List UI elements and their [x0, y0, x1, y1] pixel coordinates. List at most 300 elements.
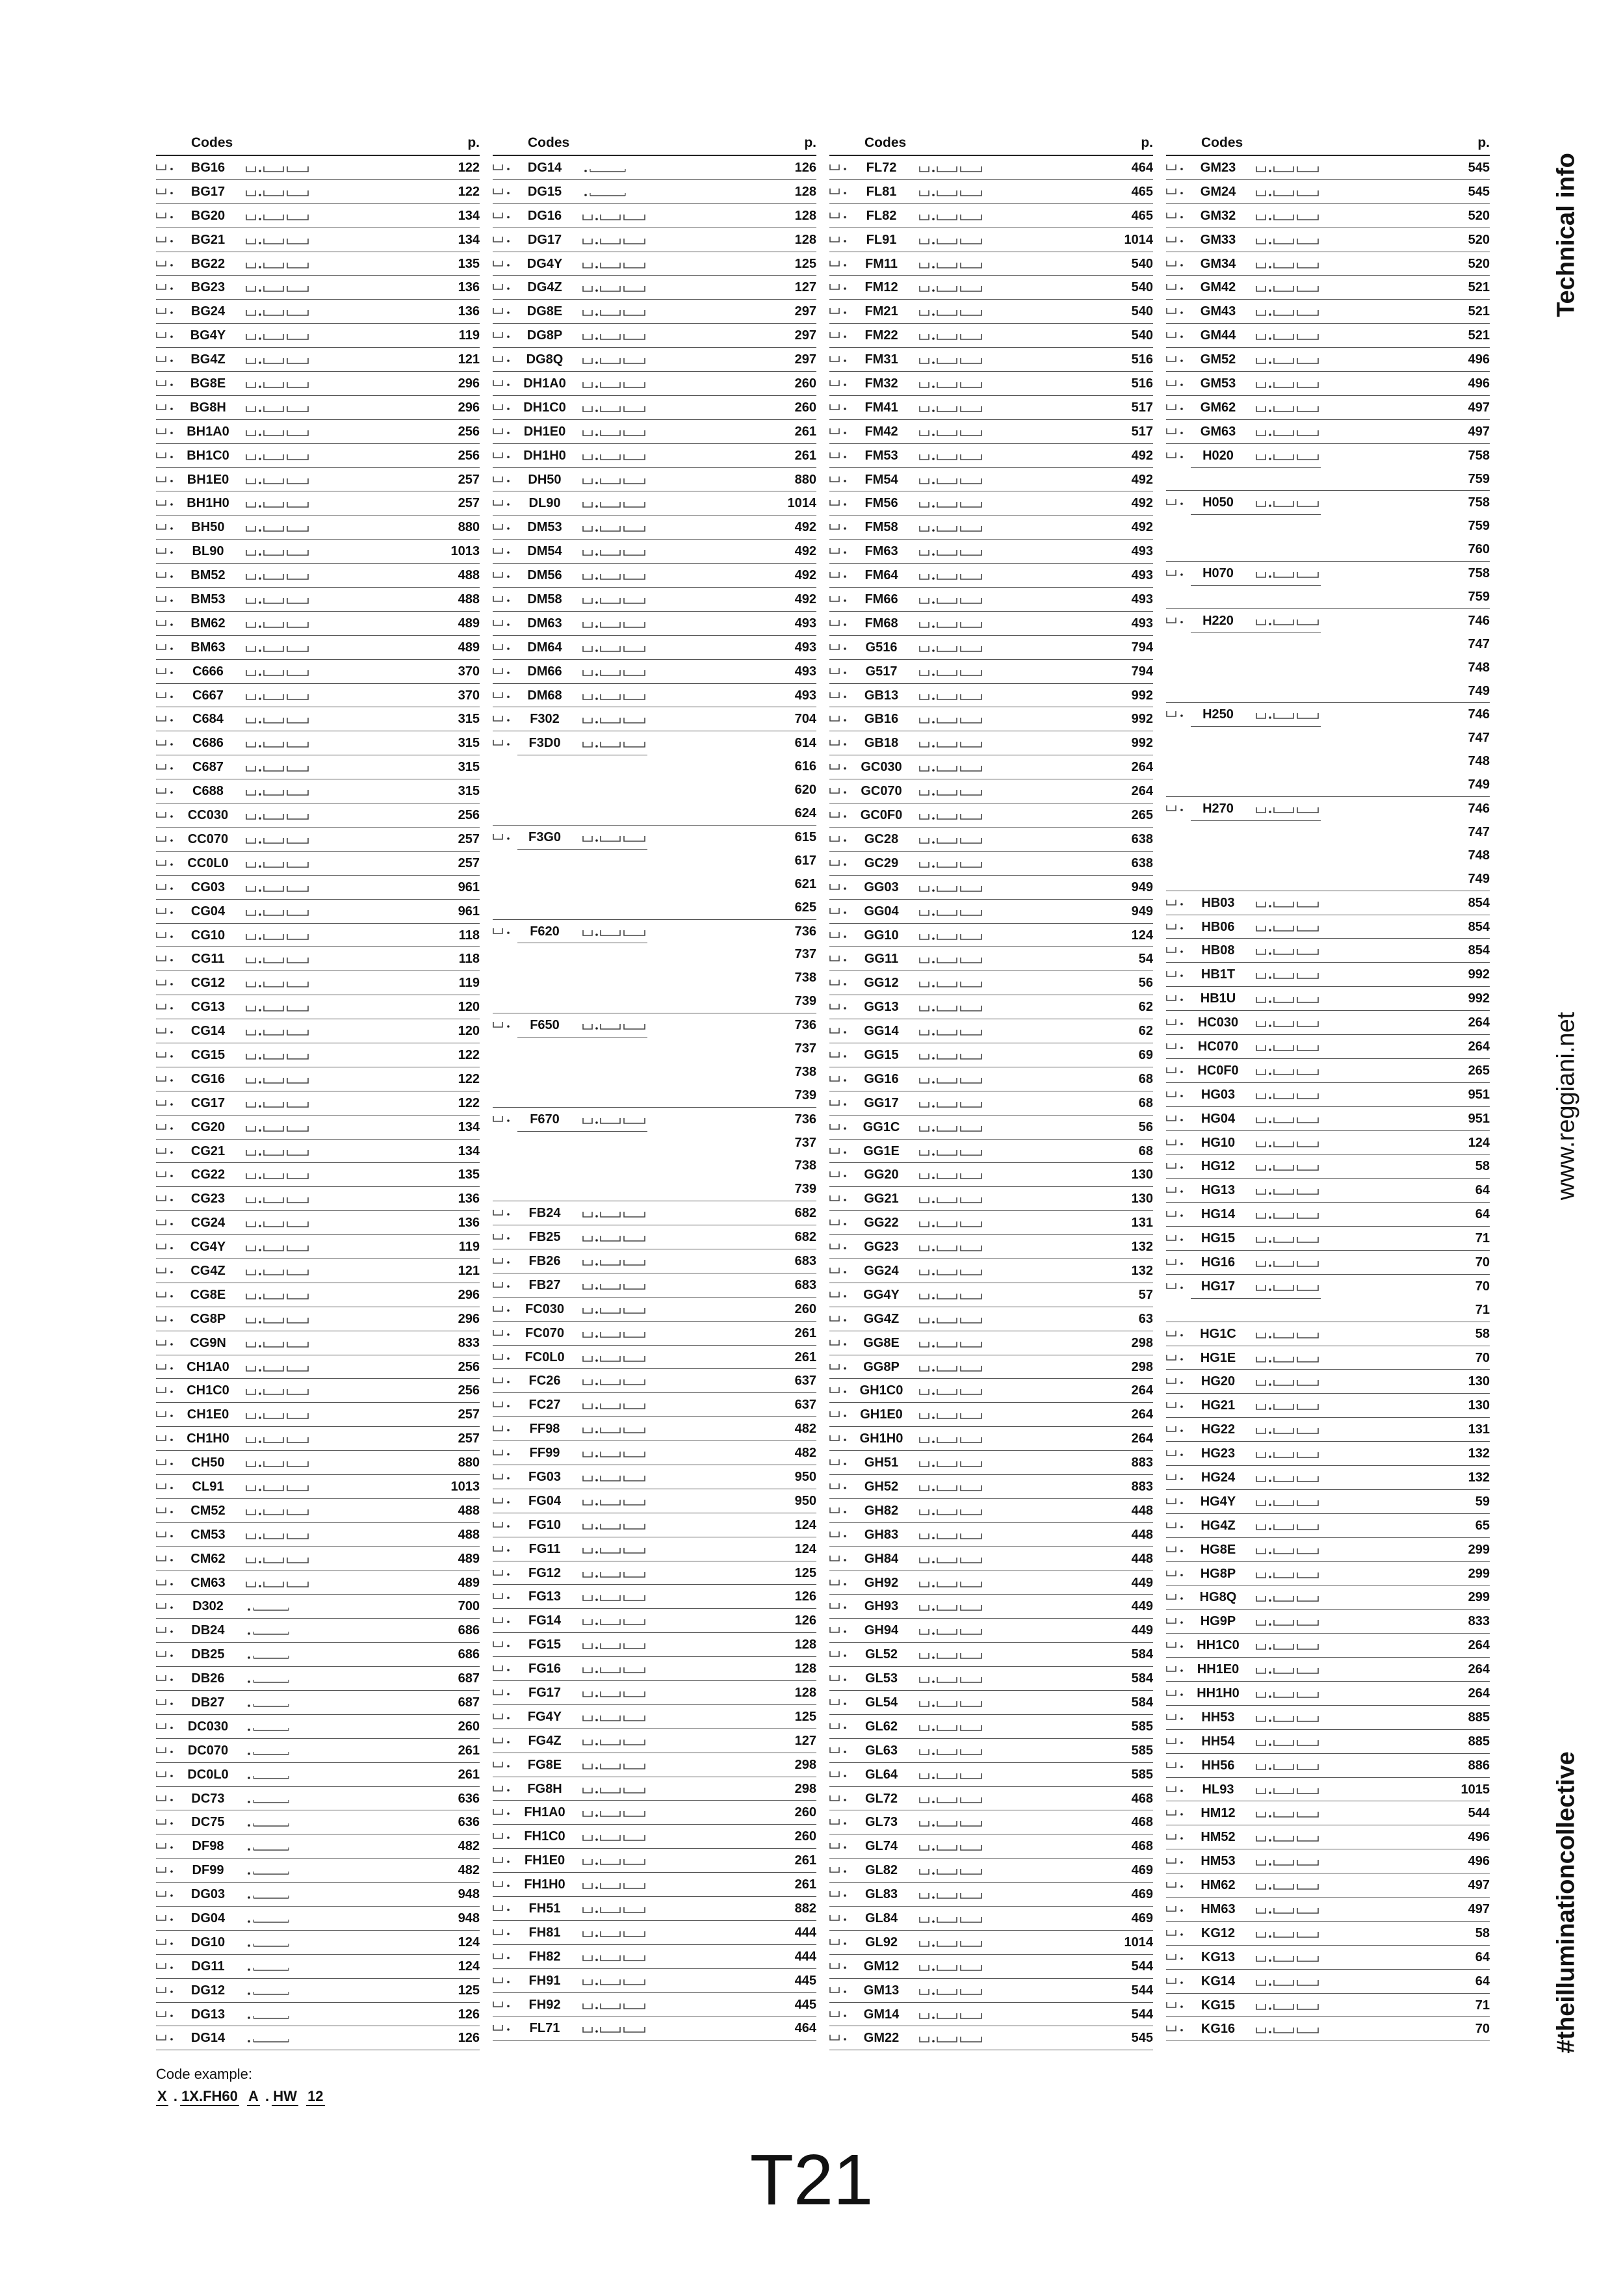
code-prefix-icon — [156, 235, 178, 244]
code-prefix-icon — [156, 451, 178, 460]
page-ref: 126 — [794, 1589, 816, 1604]
table-row — [156, 1907, 480, 1931]
code-pattern-icon — [582, 427, 647, 436]
code-pattern-icon — [246, 1290, 311, 1299]
product-code: HM62 — [1201, 1878, 1236, 1893]
page-ref: 257 — [458, 855, 480, 870]
page-ref: 449 — [1131, 1599, 1153, 1614]
product-code: FM41 — [864, 400, 898, 415]
product-code: DG14 — [190, 2031, 226, 2046]
code-prefix-icon — [1166, 1210, 1188, 1218]
code-prefix-icon — [493, 1424, 515, 1433]
page-ref: 540 — [1131, 304, 1153, 319]
product-code: HG8Q — [1199, 1590, 1237, 1605]
table-row — [156, 1283, 480, 1307]
table-row — [829, 1091, 1153, 1115]
page-ref: 126 — [458, 2031, 480, 2046]
code-pattern-icon — [1256, 1785, 1321, 1794]
page-ref: 1014 — [787, 496, 816, 511]
code-pattern-icon — [919, 1578, 984, 1587]
code-pattern-icon — [246, 235, 311, 244]
page-ref: 299 — [1468, 1566, 1490, 1581]
page-number: T21 — [749, 2140, 874, 2220]
product-code: FG10 — [528, 1517, 562, 1532]
product-code: GG16 — [864, 1071, 899, 1086]
product-code: DG4Z — [527, 280, 562, 295]
code-pattern-icon — [246, 331, 311, 340]
table-row — [493, 707, 816, 731]
code-prefix-icon — [1166, 616, 1188, 625]
table-row — [829, 396, 1153, 420]
table-row — [493, 920, 816, 943]
table-row — [1166, 1514, 1490, 1538]
code-prefix-icon — [829, 1530, 851, 1539]
page-ref: 265 — [1131, 808, 1153, 823]
table-row — [156, 564, 480, 588]
code-prefix-icon — [493, 1856, 515, 1864]
product-code: HB03 — [1201, 895, 1235, 910]
code-prefix-icon — [493, 1353, 515, 1361]
table-row — [829, 803, 1153, 828]
page-ref: 136 — [458, 1216, 480, 1231]
product-code: CG8P — [190, 1311, 226, 1326]
page-ref: 260 — [458, 1719, 480, 1734]
product-code: CH1H0 — [187, 1431, 229, 1446]
page-ref: 496 — [1468, 352, 1490, 367]
product-code: F650 — [530, 1018, 560, 1033]
code-pattern-icon — [919, 1123, 984, 1132]
table-row — [493, 660, 816, 684]
product-code: DG15 — [527, 184, 562, 199]
product-code: HH1C0 — [1197, 1638, 1240, 1653]
page-ref: 1014 — [1124, 232, 1153, 247]
code-pattern-icon — [919, 1938, 984, 1947]
page-ref: 56 — [1138, 976, 1153, 991]
code-pattern-icon — [582, 738, 647, 748]
table-row — [156, 180, 480, 204]
code-pattern-icon — [919, 1842, 984, 1851]
code-pattern-icon — [582, 714, 647, 724]
table-row — [156, 1955, 480, 1979]
product-code: CG8E — [190, 1287, 226, 1302]
table-row — [1166, 1346, 1490, 1370]
table-row — [1166, 538, 1490, 562]
page-ref: 736 — [794, 1112, 816, 1127]
code-pattern-icon — [919, 1242, 984, 1251]
code-prefix-icon — [156, 883, 178, 891]
product-code: FF98 — [529, 1422, 560, 1437]
code-pattern-icon — [246, 1554, 311, 1563]
page-ref: 449 — [1131, 1575, 1153, 1590]
page-ref: 264 — [1468, 1662, 1490, 1677]
table-row — [156, 1523, 480, 1547]
page-ref: 496 — [1468, 1854, 1490, 1869]
product-code: CM62 — [190, 1551, 226, 1566]
code-pattern-icon — [246, 523, 311, 532]
code-pattern-icon — [246, 1194, 311, 1203]
page-ref: 760 — [1468, 542, 1490, 557]
page-ref: 882 — [794, 1901, 816, 1916]
table-row — [156, 1499, 480, 1523]
product-code: HB06 — [1201, 919, 1235, 934]
product-code: FH82 — [528, 1949, 561, 1964]
page-ref: 636 — [458, 1791, 480, 1806]
product-code: HG1C — [1200, 1326, 1236, 1341]
product-code: FC070 — [525, 1325, 565, 1340]
page-ref: 746 — [1468, 707, 1490, 722]
product-code: FM53 — [864, 448, 898, 463]
code-prefix-icon — [829, 1914, 851, 1922]
product-code: GG20 — [864, 1168, 899, 1182]
code-prefix-icon — [156, 1506, 178, 1515]
page-ref: 488 — [458, 568, 480, 583]
code-prefix-icon — [829, 403, 851, 411]
table-row — [156, 1427, 480, 1451]
code-pattern-icon — [1256, 1857, 1321, 1866]
code-prefix-icon — [829, 1075, 851, 1083]
code-pattern-icon — [1256, 1090, 1321, 1099]
index-column — [156, 133, 480, 2050]
page-ref: 951 — [1468, 1111, 1490, 1126]
table-row — [829, 852, 1153, 876]
code-prefix-icon — [156, 1434, 178, 1442]
code-pattern-icon — [582, 1880, 647, 1889]
code-pattern-icon — [582, 1616, 647, 1625]
table-row — [493, 826, 816, 849]
product-code: G517 — [865, 664, 898, 679]
code-prefix-icon — [829, 1722, 851, 1730]
table-row — [493, 1897, 816, 1921]
table-row — [1166, 276, 1490, 300]
code-prefix-icon — [1166, 1929, 1188, 1937]
product-code: DC73 — [191, 1791, 225, 1806]
code-pattern-icon — [919, 1290, 984, 1299]
table-row — [829, 1115, 1153, 1140]
table-row — [493, 588, 816, 612]
product-code: HG13 — [1201, 1183, 1236, 1198]
code-part: 12 — [306, 2088, 324, 2106]
code-pattern-icon — [1256, 259, 1321, 268]
code-prefix-icon — [156, 691, 178, 699]
code-prefix-icon — [829, 1458, 851, 1467]
table-row — [156, 1691, 480, 1715]
code-prefix-icon — [829, 1578, 851, 1587]
code-prefix-icon — [829, 643, 851, 651]
product-code: G516 — [865, 640, 898, 655]
product-code: D302 — [192, 1599, 224, 1614]
code-prefix-icon — [493, 379, 515, 387]
product-code: HB1U — [1200, 991, 1236, 1006]
code-prefix-icon — [156, 835, 178, 843]
code-prefix-icon — [493, 235, 515, 244]
product-code: F670 — [530, 1112, 560, 1127]
code-prefix-icon — [829, 163, 851, 172]
table-row — [493, 1777, 816, 1801]
table-row — [829, 1619, 1153, 1643]
page-ref: 468 — [1131, 1791, 1153, 1806]
page-ref: 125 — [794, 256, 816, 271]
code-prefix-icon — [493, 1640, 515, 1649]
code-pattern-icon — [246, 738, 311, 748]
product-code: GG23 — [864, 1240, 899, 1255]
table-row — [1166, 987, 1490, 1011]
code-prefix-icon — [829, 595, 851, 603]
table-row — [156, 1979, 480, 2003]
code-pattern-icon — [582, 1856, 647, 1865]
table-row — [493, 1249, 816, 1273]
code-prefix-icon — [156, 763, 178, 771]
table-row — [1166, 1658, 1490, 1682]
code-prefix-icon — [1166, 1521, 1188, 1530]
product-code: GL83 — [864, 1887, 898, 1902]
page-ref: 492 — [794, 568, 816, 583]
code-prefix-icon — [156, 1170, 178, 1179]
code-prefix-icon — [829, 691, 851, 699]
table-row — [829, 276, 1153, 300]
code-pattern-icon — [1256, 1377, 1321, 1386]
code-prefix-icon — [493, 1472, 515, 1481]
table-row — [493, 1945, 816, 1969]
code-prefix-icon — [493, 1976, 515, 1985]
code-pattern-icon — [246, 1506, 311, 1515]
page-ref: 747 — [1468, 824, 1490, 839]
code-pattern-icon — [1256, 1881, 1321, 1890]
page-ref: 464 — [794, 2021, 816, 2036]
product-code: CG16 — [190, 1071, 226, 1086]
table-row — [493, 276, 816, 300]
product-code: BG23 — [190, 280, 226, 295]
table-row — [829, 468, 1153, 492]
page-ref: 59 — [1475, 1494, 1490, 1509]
website-link[interactable]: www.reggiani.net — [1552, 1011, 1580, 1201]
code-prefix-icon — [493, 667, 515, 675]
page-ref: 492 — [1131, 448, 1153, 463]
product-code: GB16 — [864, 712, 899, 727]
code-pattern-icon — [582, 1640, 647, 1649]
product-code: FM66 — [864, 592, 898, 607]
code-prefix-icon — [156, 1123, 178, 1131]
code-prefix-icon — [156, 1554, 178, 1563]
page-ref: 992 — [1131, 712, 1153, 727]
product-code: GG04 — [864, 904, 899, 919]
page-ref: 489 — [458, 616, 480, 631]
table-row — [1166, 2017, 1490, 2041]
code-prefix-icon — [156, 643, 178, 651]
page-ref: 638 — [1131, 855, 1153, 870]
table-row — [156, 324, 480, 348]
table-row — [1166, 1107, 1490, 1131]
page-ref: 545 — [1468, 184, 1490, 199]
page-ref: 261 — [794, 1350, 816, 1364]
page-ref: 120 — [458, 1000, 480, 1015]
table-row — [1166, 609, 1490, 633]
code-pattern-icon — [919, 1099, 984, 1108]
table-row — [493, 802, 816, 826]
product-code: GM34 — [1200, 256, 1236, 271]
page-ref: 516 — [1131, 376, 1153, 391]
code-pattern-icon — [1256, 1545, 1321, 1554]
code-prefix-icon — [1166, 1953, 1188, 1961]
code-pattern-icon — [1256, 163, 1321, 172]
code-prefix-icon — [829, 1410, 851, 1418]
table-row — [156, 491, 480, 515]
code-pattern-icon — [1256, 946, 1321, 955]
code-prefix-icon — [829, 1746, 851, 1755]
product-code: HG16 — [1201, 1255, 1236, 1270]
code-pattern-icon — [919, 1770, 984, 1779]
code-pattern-icon — [919, 1410, 984, 1419]
page-ref: 1013 — [450, 1479, 480, 1494]
product-code: FG4Z — [528, 1733, 562, 1748]
product-code: GM24 — [1200, 184, 1236, 199]
code-pattern-icon — [919, 163, 984, 172]
page-ref: 64 — [1475, 1183, 1490, 1198]
code-pattern-icon — [1256, 235, 1321, 244]
product-code: GL84 — [864, 1911, 898, 1926]
page-ref: 749 — [1468, 777, 1490, 792]
page-ref: 131 — [1468, 1422, 1490, 1437]
page-ref: 521 — [1468, 328, 1490, 343]
code-pattern-icon — [582, 1736, 647, 1745]
code-pattern-icon — [246, 1050, 311, 1060]
code-pattern-icon — [1256, 1210, 1321, 1219]
table-row — [156, 588, 480, 612]
table-row — [1166, 963, 1490, 987]
code-prefix-icon — [1166, 1114, 1188, 1123]
product-code: GG14 — [864, 1024, 899, 1039]
code-prefix-icon — [1166, 710, 1188, 718]
product-code: DM53 — [527, 520, 562, 535]
page-ref: 621 — [794, 876, 816, 891]
product-code: FM42 — [864, 424, 898, 439]
page-ref: 122 — [458, 1071, 480, 1086]
code-pattern-icon — [919, 1002, 984, 1011]
table-row — [829, 684, 1153, 708]
page-ref: 257 — [458, 1407, 480, 1422]
page-ref: 256 — [458, 808, 480, 823]
page-ref: 469 — [1131, 1863, 1153, 1878]
code-prefix-icon — [156, 1075, 178, 1083]
code-pattern-icon — [1256, 1066, 1321, 1075]
table-row — [493, 612, 816, 636]
code-prefix-icon — [1166, 1329, 1188, 1338]
page-ref: 584 — [1131, 1671, 1153, 1686]
table-row — [1166, 867, 1490, 891]
code-pattern-icon — [919, 1363, 984, 1372]
code-pattern-icon — [919, 331, 984, 340]
page-ref: 488 — [458, 1527, 480, 1542]
page-ref: 492 — [794, 592, 816, 607]
code-pattern-icon — [246, 1794, 311, 1803]
code-pattern-icon — [582, 1208, 647, 1218]
page-ref: 265 — [1468, 1063, 1490, 1078]
product-code: HG1E — [1200, 1350, 1236, 1365]
product-code: CL91 — [192, 1479, 224, 1494]
table-row — [493, 1225, 816, 1249]
product-code: GB13 — [864, 688, 899, 703]
code-pattern-icon — [919, 1650, 984, 1659]
code-pattern-icon — [582, 1424, 647, 1433]
table-row — [1166, 1801, 1490, 1825]
table-row — [493, 1441, 816, 1465]
code-pattern-icon — [246, 1482, 311, 1491]
product-code: GM12 — [863, 1959, 900, 1974]
page-header: p. — [467, 135, 480, 150]
table-row — [1166, 372, 1490, 396]
page-ref: 521 — [1468, 304, 1490, 319]
code-prefix-icon — [829, 1554, 851, 1563]
product-code: GM14 — [863, 2007, 900, 2022]
product-code: FH1A0 — [524, 1805, 565, 1820]
product-code: HG4Z — [1201, 1518, 1236, 1533]
table-row — [829, 731, 1153, 755]
table-row — [493, 1705, 816, 1729]
code-prefix-icon — [493, 499, 515, 507]
page-ref: 637 — [794, 1374, 816, 1389]
code-pattern-icon — [246, 1674, 311, 1683]
table-row — [829, 900, 1153, 924]
table-row — [1166, 1610, 1490, 1634]
code-part: . — [265, 2088, 270, 2104]
page-ref: 134 — [458, 1143, 480, 1158]
code-prefix-icon — [1166, 1785, 1188, 1794]
page-ref: 636 — [458, 1815, 480, 1830]
code-prefix-icon — [829, 427, 851, 436]
code-prefix-icon — [1166, 427, 1188, 436]
code-pattern-icon — [582, 1808, 647, 1817]
product-code: DG8P — [526, 328, 563, 343]
page-ref: 949 — [1131, 880, 1153, 894]
code-prefix-icon — [156, 1794, 178, 1803]
table-row — [493, 896, 816, 920]
page-ref: 120 — [458, 1024, 480, 1039]
page-ref: 794 — [1131, 664, 1153, 679]
page-ref: 746 — [1468, 613, 1490, 628]
page-ref: 124 — [458, 1959, 480, 1974]
code-pattern-icon — [246, 835, 311, 844]
product-code: GC030 — [861, 760, 902, 775]
code-prefix-icon — [1166, 1090, 1188, 1099]
code-pattern-icon — [582, 1353, 647, 1362]
product-code: GM44 — [1200, 328, 1236, 343]
column-header — [1166, 133, 1490, 156]
code-pattern-icon — [582, 211, 647, 220]
product-code: FL91 — [866, 232, 897, 247]
page-header: p. — [1477, 135, 1490, 150]
code-pattern-icon — [919, 403, 984, 412]
page-ref: 264 — [1131, 1383, 1153, 1398]
code-pattern-icon — [919, 187, 984, 196]
page-ref: 264 — [1131, 1431, 1153, 1446]
page-ref: 496 — [1468, 376, 1490, 391]
page-ref: 488 — [458, 592, 480, 607]
product-code: HB08 — [1201, 943, 1235, 958]
page-ref: 264 — [1468, 1686, 1490, 1701]
product-code: CG12 — [190, 976, 226, 991]
code-prefix-icon — [829, 1266, 851, 1275]
product-code: KG16 — [1201, 2022, 1236, 2037]
page-ref: 132 — [1468, 1470, 1490, 1485]
product-code: GM42 — [1200, 280, 1236, 295]
table-row — [493, 966, 816, 989]
code-pattern-icon — [919, 1386, 984, 1395]
index-column — [493, 133, 816, 2041]
product-code: GH82 — [864, 1503, 899, 1518]
product-code: HG03 — [1201, 1087, 1236, 1102]
table-row — [829, 1355, 1153, 1379]
code-pattern-icon — [582, 1712, 647, 1721]
table-row — [156, 1235, 480, 1259]
